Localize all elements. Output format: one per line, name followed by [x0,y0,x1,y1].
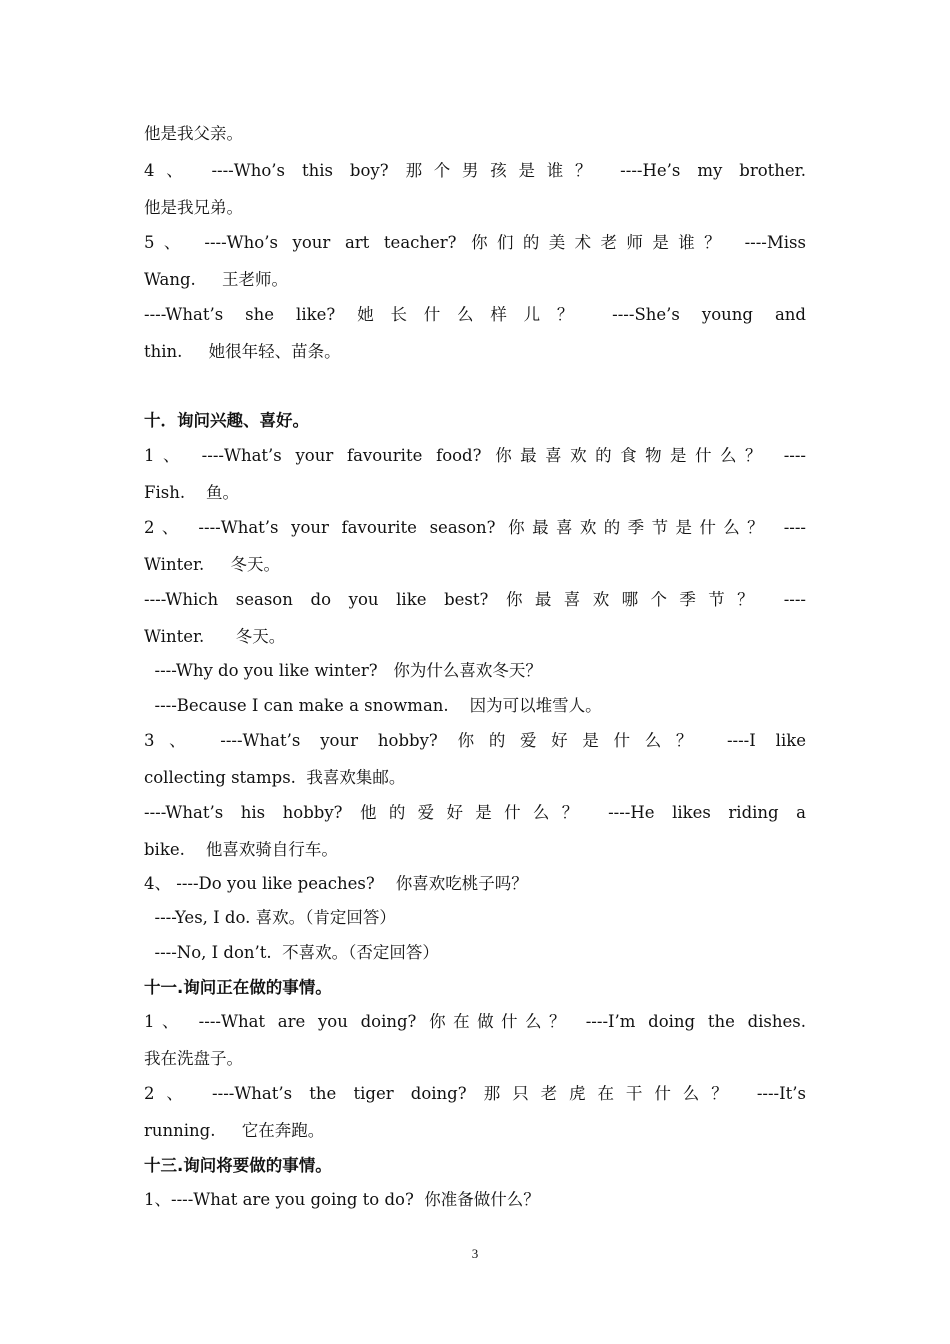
section-heading: 十．询问兴趣、喜好。 [144,411,309,430]
text-line: ----No, I don’t. 不喜欢。（否定回答） [144,943,439,962]
section-heading: 十一.询问正在做的事情。 [144,978,332,997]
text-line: Winter. 冬天。 [144,555,281,574]
text-line: ----Because I can make a snowman. 因为可以堆雪人。 [144,696,602,715]
text-line: ----What’s she like? 她长什么样儿？ ----She’s young and [144,305,806,324]
text-line: Wang. 王老师。 [144,270,289,289]
text-line: running. 它在奔跑。 [144,1121,325,1140]
text-line: collecting stamps. 我喜欢集邮。 [144,768,406,787]
text-line: 2、 ----What’s the tiger doing? 那只老虎在干什么？ ----It’s [144,1084,806,1103]
text-line: 他是我父亲。 [144,124,243,143]
text-line: ----Yes, I do. 喜欢。（肯定回答） [144,908,396,927]
text-line: Fish. 鱼。 [144,483,240,502]
text-line: 1、----What are you going to do? 你准备做什么？ [144,1190,540,1209]
text-line: 1、 ----What are you doing? 你在做什么？ ----I’m doing the dishes. [144,1012,806,1031]
text-line: 4、 ----Do you like peaches? 你喜欢吃桃子吗？ [144,874,528,893]
text-line: 5、 ----Who’s your art teacher? 你们的美术老师是谁？ ----Miss [144,233,806,252]
text-line: 我在洗盘子。 [144,1049,243,1068]
text-line: thin. 她很年轻、苗条。 [144,342,341,361]
page-number: 3 [471,1246,479,1261]
text-line: 4、 ----Who’s this boy? 那个男孩是谁？ ----He’s my brother. [144,161,806,180]
text-line: 3、 ----What’s your hobby? 你的爱好是什么？ ----I like [144,731,806,750]
text-line: ----What’s his hobby? 他的爱好是什么？ ----He likes riding a [144,803,806,822]
text-line: 2、 ----What’s your favourite season? 你最喜欢的季节是什么？ ---- [144,518,806,537]
text-line: ----Why do you like winter? 你为什么喜欢冬天？ [144,661,542,680]
text-line: Winter. 冬天。 [144,627,286,646]
text-line: 1、 ----What’s your favourite food? 你最喜欢的食物是什么？ ---- [144,446,806,465]
text-line: 他是我兄弟。 [144,198,243,217]
section-heading: 十三.询问将要做的事情。 [144,1156,332,1175]
text-line: ----Which season do you like best? 你最喜欢哪个季节？ ---- [144,590,806,609]
text-line: bike. 他喜欢骑自行车。 [144,840,338,859]
